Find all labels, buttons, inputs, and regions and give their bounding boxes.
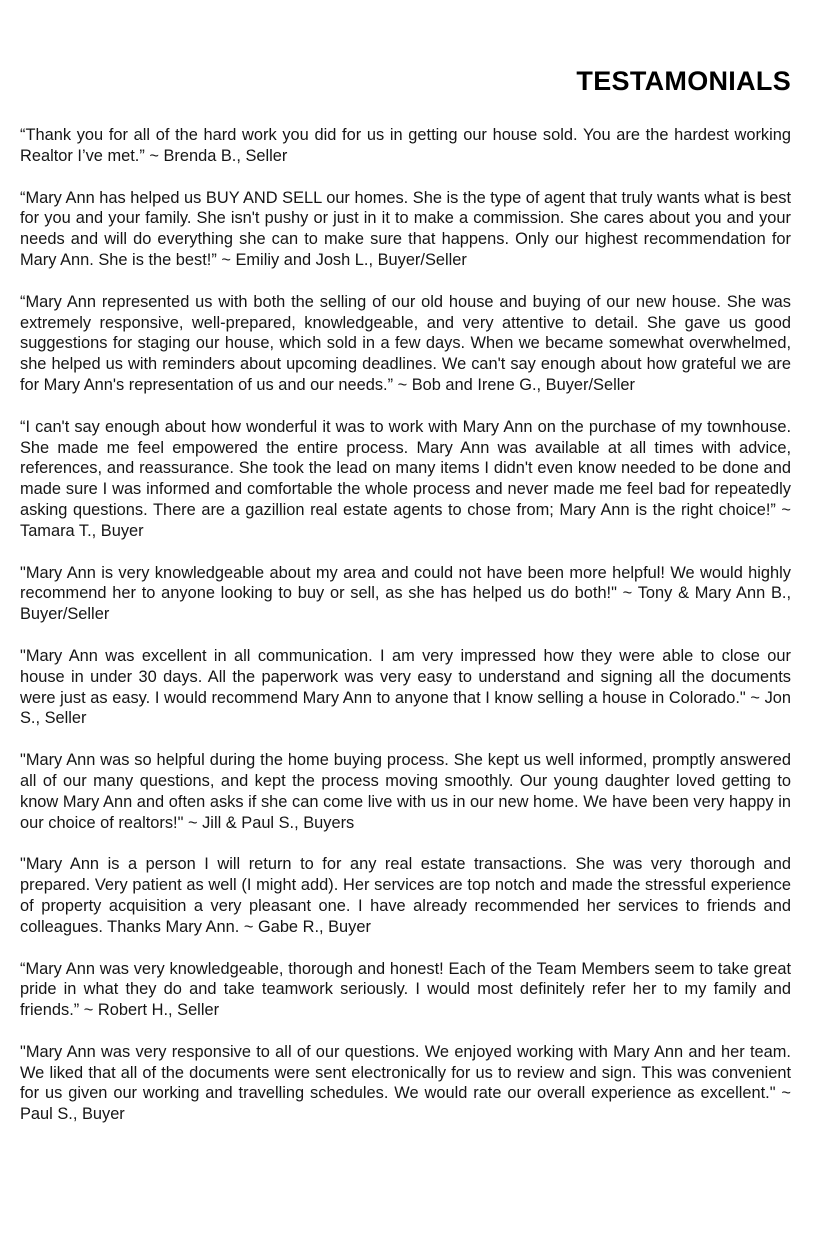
testimonial-item: “Mary Ann was very knowledgeable, thorough and honest! Each of the Team Members seem to take great pride in what they do and take teamwork seriously. I would most definitely refer her to my family and friends.” ~ Robert H., Seller [20, 959, 791, 1020]
testimonial-item: “Mary Ann has helped us BUY AND SELL our homes. She is the type of agent that truly wants what is best for you and your family. She isn't pushy or just in it to make a commission. She cares about you and your needs and will do everything she can to make sure that happens. Only our highest recommendation for Mary Ann. She is the best!” ~ Emiliy and Josh L., Buyer/Seller [20, 188, 791, 269]
page-title: TESTAMONIALS [576, 66, 791, 96]
testimonial-item: "Mary Ann was very responsive to all of our questions. We enjoyed working with Mary Ann and her team. We liked that all of the documents were sent electronically for us to review and sign. This was convenient for us given our working and travelling schedules. We would rate our overall experience as excellent." ~ Paul S., Buyer [20, 1042, 791, 1124]
testimonial-item: "Mary Ann is a person I will return to for any real estate transactions. She was very thorough and prepared. Very patient as well (I might add). Her services are top notch and made the stressful experience of property acquisition a very pleasant one. I have already recommended her services to friends and colleagues. Thanks Mary Ann. ~ Gabe R., Buyer [20, 855, 791, 936]
testimonial-item: “I can't say enough about how wonderful it was to work with Mary Ann on the purchase of my townhouse. She made me feel empowered the entire process. Mary Ann was available at all times with advice, references, and reassurance. She took the lead on many items I didn't even know needed to be done and made sure I was informed and comfortable the whole process and never made me feel bad for repeatedly asking questions. There are a gazillion real estate agents to chose from; Mary Ann is the right choice!” ~ Tamara T., Buyer [20, 417, 791, 540]
testimonial-item: "Mary Ann is very knowledgeable about my area and could not have been more helpful! We would highly recommend her to anyone looking to buy or sell, as she has helped us do both!" ~ Tony & Mary Ann B., Buyer/Seller [20, 563, 791, 624]
testimonial-list [20, 125, 791, 1125]
testimonial-item: “Mary Ann represented us with both the selling of our old house and buying of our new house. She was extremely responsive, well-prepared, knowledgeable, and very attentive to detail. She gave us good suggestions for staging our house, which sold in a few days. When we became somewhat overwhelmed, she helped us with reminders about upcoming deadlines. We can't say enough about how grateful we are for Mary Ann's representation of us and our needs.” ~ Bob and Irene G., Buyer/Seller [20, 292, 791, 394]
testimonial-item: “Thank you for all of the hard work you did for us in getting our house sold. You are the hardest working Realtor I’ve met.” ~ Brenda B., Seller [20, 126, 791, 165]
testimonial-item: "Mary Ann was excellent in all communication. I am very impressed how they were able to close our house in under 30 days. All the paperwork was very easy to understand and signing all the documents were just as easy. I would recommend Mary Ann to anyone that I know selling a house in Colorado." ~ Jon S., Seller [20, 646, 791, 728]
testimonial-item: "Mary Ann was so helpful during the home buying process. She kept us well informed, promptly answered all of our many questions, and kept the process moving smoothly. Our young daughter loved getting to know Mary Ann and often asks if she can come live with us in our new home. We have been very happy in our choice of realtors!" ~ Jill & Paul S., Buyers [20, 751, 791, 832]
